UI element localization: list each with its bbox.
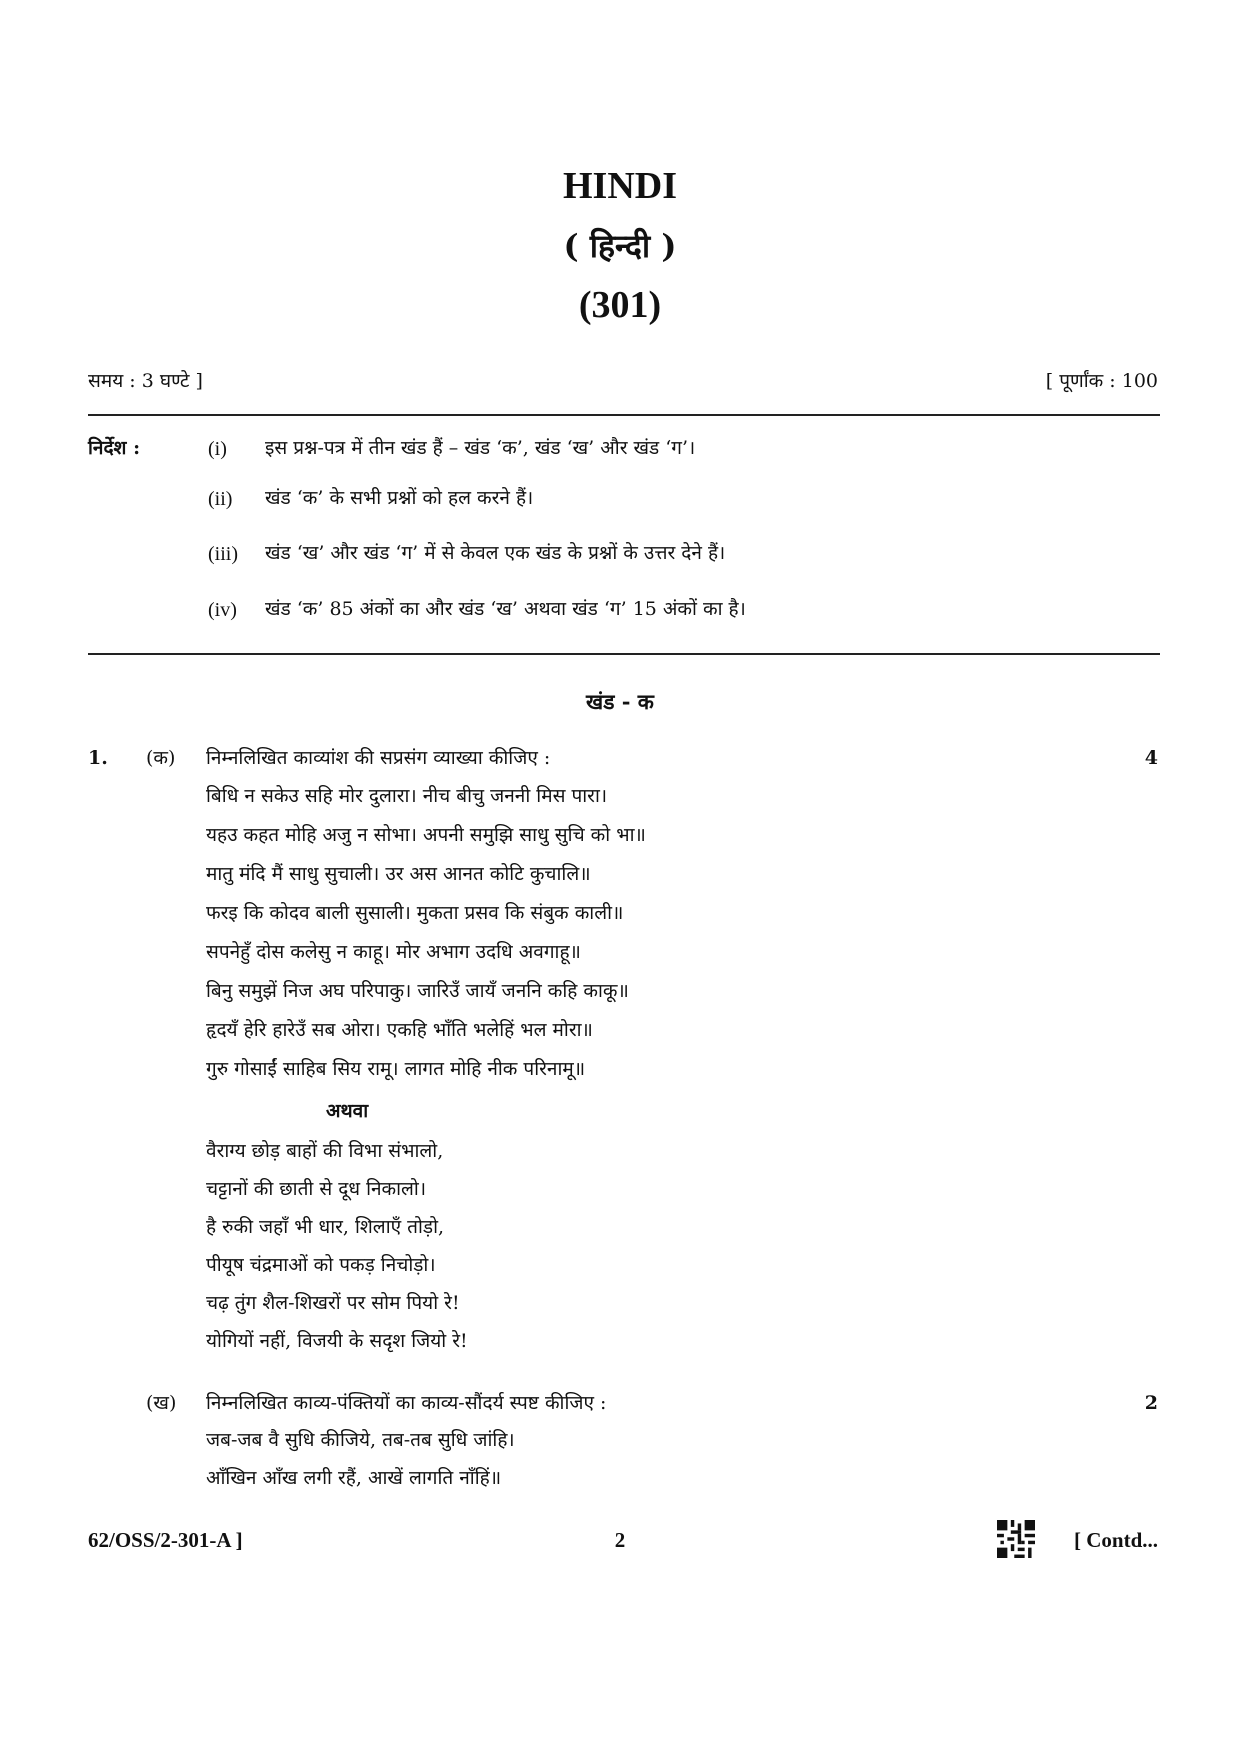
page-number: 2	[614, 1528, 626, 1552]
instruction-num: (i)	[208, 438, 227, 460]
continued-label: [ Contd...	[1073, 1528, 1158, 1552]
verse-line: आँखिन आँख लगी रहैं, आखें लागति नाँहिं॥	[206, 1467, 502, 1489]
question-prompt: निम्नलिखित काव्य-पंक्तियों का काव्य-सौंदर्य स्पष्ट कीजिए :	[206, 1392, 607, 1414]
max-marks: [ पूर्णांक : 100	[1045, 370, 1158, 392]
verse-line: योगियों नहीं, विजयी के सदृश जियो रे!	[206, 1330, 468, 1352]
verse-line: मातु मंदि मैं साधु सुचाली। उर अस आनत कोटि कुचालि॥	[206, 863, 591, 885]
part-label: (क)	[146, 747, 176, 769]
instruction-text: इस प्रश्न-पत्र में तीन खंड हैं – खंड ‘क’, खंड ‘ख’ और खंड ‘ग’।	[265, 437, 696, 459]
verse-line: पीयूष चंद्रमाओं को पकड़ निचोड़ो।	[206, 1254, 436, 1276]
verse-line: फरइ कि कोदव बाली सुसाली। मुकता प्रसव कि संबुक काली॥	[206, 902, 624, 924]
verse-block	[206, 1139, 468, 1367]
instruction-num: (ii)	[208, 488, 233, 510]
paper-title: HINDI	[562, 165, 678, 207]
instructions-label: निर्देश :	[88, 437, 141, 459]
verse-line: सपनेहुँ दोस कलेसु न काहू। मोर अभाग उदधि अवगाहू॥	[206, 941, 581, 963]
question-number: 1.	[88, 747, 108, 769]
time-allowed: समय : 3 घण्टे ]	[88, 370, 203, 392]
top-rule	[88, 414, 1160, 416]
verse-line: गुरु गोसाईं साहिब सिय रामू। लागत मोहि नीक परिनामू॥	[206, 1058, 586, 1080]
or-label: अथवा	[326, 1100, 369, 1122]
instruction-text: खंड ‘क’ के सभी प्रश्नों को हल करने हैं।	[265, 487, 534, 509]
verse-line: बिनु समुझें निज अघ परिपाकु। जारिउँ जायँ जननि कहि काकू॥	[206, 980, 629, 1002]
footer-paper-code: 62/OSS/2-301-A ]	[88, 1528, 243, 1552]
paper-subtitle-hindi: ( हिन्दी )	[563, 227, 677, 265]
qr-code-icon	[997, 1520, 1035, 1558]
verse-block	[206, 1428, 515, 1504]
question-marks: 4	[1144, 747, 1158, 769]
verse-line: वैराग्य छोड़ बाहों की विभा संभालो,	[206, 1140, 444, 1162]
question-prompt: निम्नलिखित काव्यांश की सप्रसंग व्याख्या कीजिए :	[206, 747, 551, 769]
verse-line: बिधि न सकेउ सहि मोर दुलारा। नीच बीचु जननी मिस पारा।	[206, 785, 608, 807]
section-heading: खंड - क	[586, 689, 654, 714]
paper-code: (301)	[578, 284, 662, 326]
part-label: (ख)	[146, 1392, 177, 1414]
instruction-num: (iii)	[208, 543, 238, 565]
instruction-text: खंड ‘क’ 85 अंकों का और खंड ‘ख’ अथवा खंड ‘ग’ 15 अंकों का है।	[265, 598, 746, 620]
verse-block	[206, 784, 646, 1096]
verse-line: चढ़ तुंग शैल-शिखरों पर सोम पियो रे!	[206, 1292, 460, 1314]
question-marks: 2	[1144, 1392, 1158, 1414]
verse-line: जब-जब वै सुधि कीजिये, तब-तब सुधि जांहि।	[206, 1429, 515, 1451]
bottom-rule	[88, 653, 1160, 655]
verse-line: चट्टानों की छाती से दूध निकालो।	[206, 1178, 427, 1200]
verse-line: यहउ कहत मोहि अजु न सोभा। अपनी समुझि साधु सुचि को भा॥	[206, 824, 646, 846]
instruction-num: (iv)	[208, 599, 237, 621]
instruction-text: खंड ‘ख’ और खंड ‘ग’ में से केवल एक खंड के प्रश्नों के उत्तर देने हैं।	[265, 542, 726, 564]
verse-line: है रुकी जहाँ भी धार, शिलाएँ तोड़ो,	[206, 1216, 445, 1238]
verse-line: हृदयँ हेरि हारेउँ सब ओरा। एकहि भाँति भलेहिं भल मोरा॥	[206, 1019, 593, 1041]
